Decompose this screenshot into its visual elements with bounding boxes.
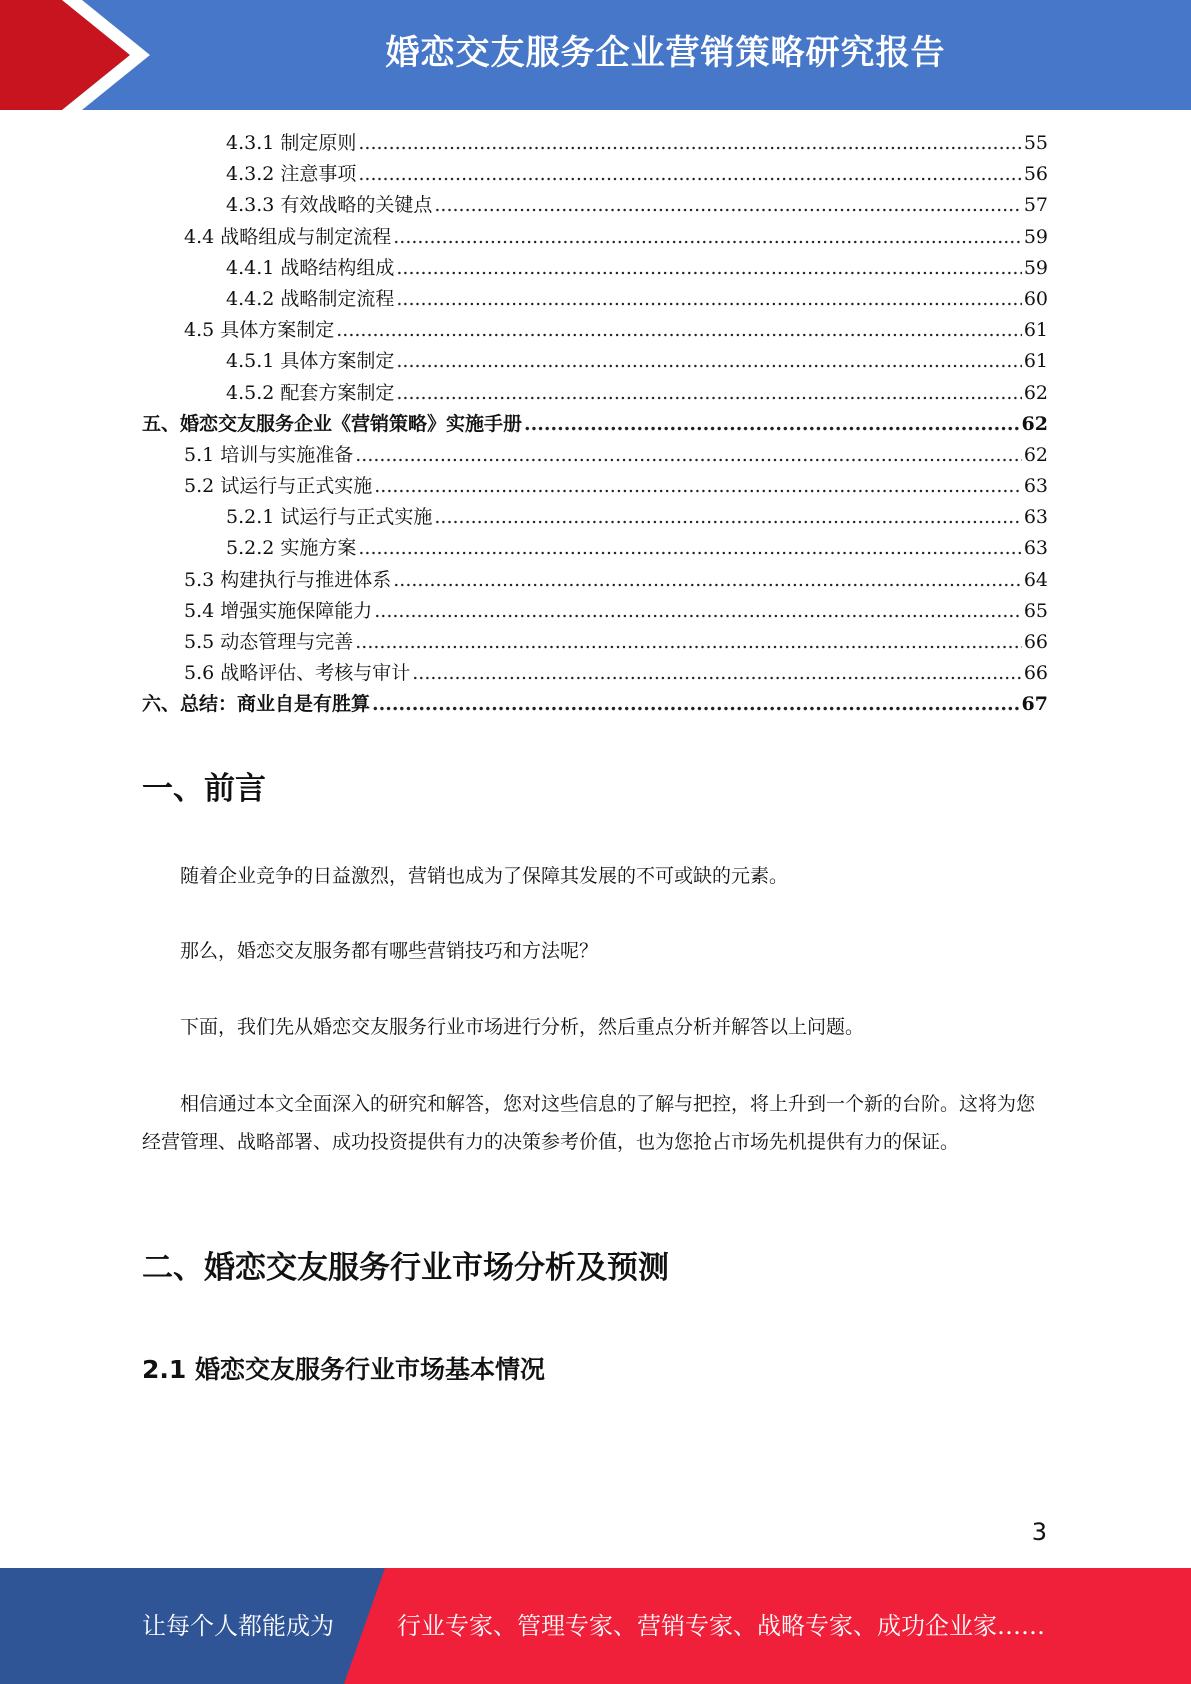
toc-entry-page: 60	[1023, 287, 1048, 310]
toc-leader-dots	[434, 502, 1021, 533]
toc-leader-dots	[374, 596, 1022, 627]
page-footer	[0, 1568, 1191, 1684]
toc-entry-page: 61	[1023, 319, 1048, 342]
toc-leader-dots	[355, 440, 1022, 471]
toc-entry-label: 5.5 动态管理与完善	[184, 631, 354, 653]
paragraph: 那么，婚恋交友服务都有哪些营销技巧和方法呢？	[180, 940, 599, 962]
toc-entry[interactable]	[142, 222, 1048, 253]
report-title: 婚恋交友服务企业营销策略研究报告	[385, 33, 946, 73]
toc-entry[interactable]	[142, 378, 1048, 409]
table-of-contents	[142, 128, 1048, 721]
footer-slogan-left: 让每个人都能成为	[142, 1612, 334, 1640]
subsection-heading: 2.1 婚恋交友服务行业市场基本情况	[142, 1355, 545, 1384]
toc-entry-label: 5.1 培训与实施准备	[184, 443, 354, 466]
toc-leader-dots	[393, 565, 1022, 596]
paragraph: 相信通过本文全面深入的研究和解答，您对这些信息的了解与把控，将上升到一个新的台阶。这将为您经营管理、战略部署、成功投资提供有力的决策参考价值，也为您抢占市场先机提供有力的保证。	[142, 1093, 1036, 1153]
toc-entry[interactable]	[142, 315, 1048, 346]
toc-entry-page: 66	[1023, 631, 1048, 653]
toc-entry-page: 63	[1023, 537, 1048, 560]
toc-entry[interactable]	[142, 533, 1048, 564]
toc-entry[interactable]	[142, 159, 1048, 190]
page-header	[0, 0, 1191, 110]
toc-entry-label: 5.6 战略评估、考核与审计	[184, 662, 411, 685]
toc-entry-label: 5.4 增强实施保障能力	[184, 599, 373, 622]
toc-entry[interactable]	[142, 627, 1048, 658]
toc-entry[interactable]	[142, 658, 1048, 689]
toc-entry-label: 4.5 具体方案制定	[184, 319, 335, 342]
toc-leader-dots	[396, 346, 1021, 377]
toc-entry-page: 55	[1023, 132, 1048, 154]
toc-entry[interactable]	[142, 346, 1048, 377]
toc-entry-label: 五、婚恋交友服务企业《营销策略》实施手册	[142, 412, 523, 435]
toc-entry-page: 57	[1023, 194, 1048, 217]
toc-leader-dots	[336, 315, 1022, 346]
page-number: 3	[1031, 1518, 1047, 1546]
toc-entry[interactable]	[142, 689, 1048, 720]
header-chevron-icon	[0, 0, 160, 110]
toc-entry[interactable]	[142, 284, 1048, 315]
toc-entry-label: 4.3.3 有效战略的关键点	[226, 194, 433, 217]
toc-leader-dots	[358, 128, 1021, 159]
toc-entry-page: 61	[1023, 350, 1048, 373]
toc-entry[interactable]	[142, 596, 1048, 627]
toc-leader-dots	[434, 190, 1021, 221]
toc-entry[interactable]	[142, 440, 1048, 471]
toc-leader-dots	[396, 253, 1021, 284]
toc-entry-page: 62	[1021, 412, 1048, 435]
toc-entry-page: 66	[1023, 662, 1048, 685]
toc-leader-dots	[372, 689, 1020, 720]
toc-entry[interactable]	[142, 128, 1048, 159]
toc-entry[interactable]	[142, 409, 1048, 440]
toc-entry-label: 4.4.2 战略制定流程	[226, 287, 395, 310]
toc-entry-label: 4.4 战略组成与制定流程	[184, 225, 392, 248]
toc-entry[interactable]	[142, 190, 1048, 221]
toc-entry-label: 4.3.2 注意事项	[226, 163, 357, 186]
toc-leader-dots	[524, 409, 1020, 440]
toc-entry-page: 65	[1023, 599, 1048, 622]
toc-entry-label: 4.3.1 制定原则	[226, 132, 357, 154]
toc-entry[interactable]	[142, 565, 1048, 596]
toc-entry-label: 4.4.1 战略结构组成	[226, 256, 395, 279]
toc-leader-dots	[358, 533, 1021, 564]
footer-slogan-right: 行业专家、管理专家、营销专家、战略专家、成功企业家……	[397, 1612, 1045, 1640]
toc-entry-label: 5.3 构建执行与推进体系	[184, 568, 392, 591]
section-heading-preface: 一、前言	[142, 771, 266, 807]
toc-leader-dots	[396, 378, 1021, 409]
toc-entry[interactable]	[142, 471, 1048, 502]
toc-leader-dots	[412, 658, 1022, 689]
toc-entry-page: 59	[1023, 256, 1048, 279]
toc-entry-label: 六、总结：商业自是有胜算	[142, 693, 371, 716]
toc-entry[interactable]	[142, 253, 1048, 284]
toc-entry-page: 64	[1023, 568, 1048, 591]
paragraph: 下面，我们先从婚恋交友服务行业市场进行分析，然后重点分析并解答以上问题。	[180, 1016, 865, 1038]
toc-entry-label: 5.2.1 试运行与正式实施	[226, 506, 433, 529]
toc-entry-page: 62	[1023, 443, 1048, 466]
toc-entry-page: 62	[1023, 381, 1048, 404]
toc-leader-dots	[396, 284, 1021, 315]
toc-entry-label: 5.2.2 实施方案	[226, 537, 357, 560]
toc-entry-label: 5.2 试运行与正式实施	[184, 475, 373, 498]
toc-entry-page: 63	[1023, 475, 1048, 498]
toc-leader-dots	[355, 627, 1022, 658]
section-heading-market-analysis: 二、婚恋交友服务行业市场分析及预测	[142, 1250, 669, 1286]
toc-leader-dots	[358, 159, 1021, 190]
toc-entry-page: 67	[1021, 693, 1048, 716]
toc-entry-label: 4.5.2 配套方案制定	[226, 381, 395, 404]
paragraph: 随着企业竞争的日益激烈，营销也成为了保障其发展的不可或缺的元素。	[180, 865, 789, 887]
toc-leader-dots	[393, 222, 1022, 253]
toc-entry-label: 4.5.1 具体方案制定	[226, 350, 395, 373]
toc-leader-dots	[374, 471, 1022, 502]
toc-entry-page: 56	[1023, 163, 1048, 186]
toc-entry-page: 63	[1023, 506, 1048, 529]
toc-entry[interactable]	[142, 502, 1048, 533]
toc-entry-page: 59	[1023, 225, 1048, 248]
